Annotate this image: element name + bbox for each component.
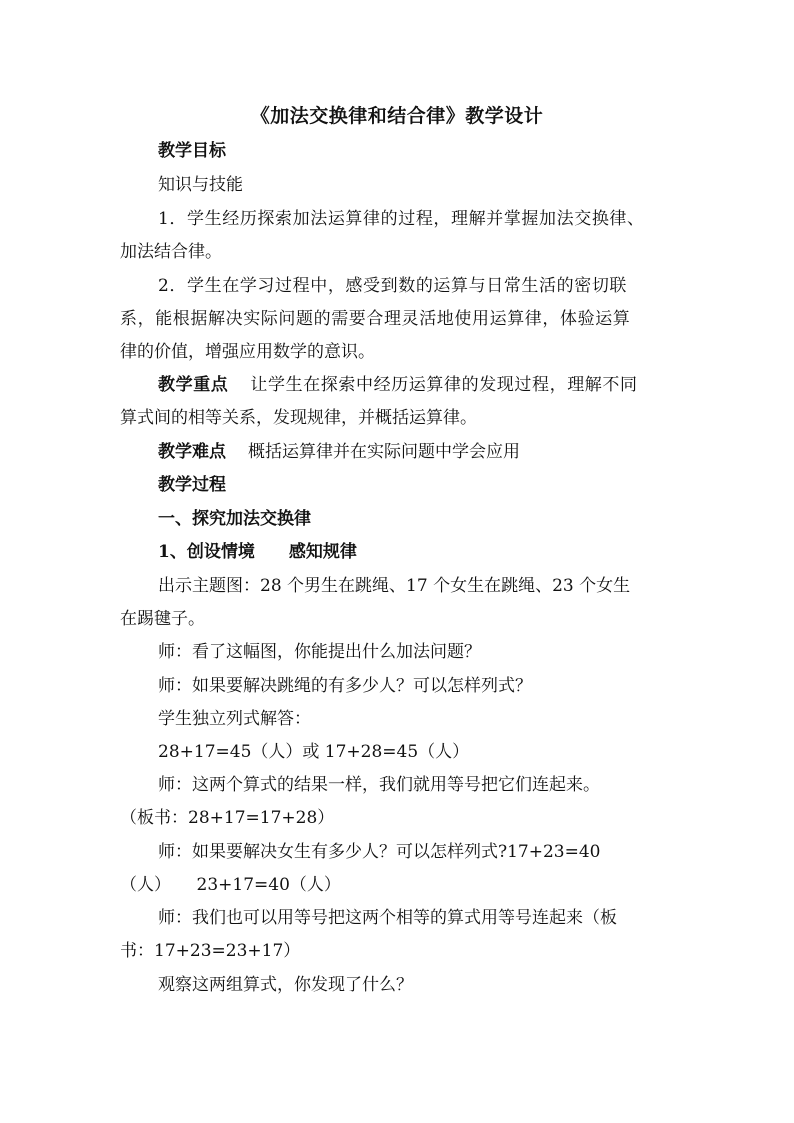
board-note-2: 书：17+23=23+17） — [120, 941, 301, 961]
teacher-question-1: 师：看了这幅图，你能提出什么加法问题？ — [158, 642, 481, 662]
heading-teaching-process: 教学过程 — [158, 475, 226, 495]
subheading-knowledge-skills: 知识与技能 — [158, 175, 243, 195]
difficulty-text: 概括运算律并在实际问题中学会应用 — [248, 442, 520, 462]
objective-2-line-1: 2．学生在学习过程中，感受到数的运算与日常生活的密切联 — [158, 276, 628, 296]
key-point-label: 教学重点 — [158, 375, 229, 395]
teacher-question-3-line-1: 师：如果要解决女生有多少人？可以怎样列式?17+23=40 — [158, 842, 601, 862]
difficulty-label: 教学难点 — [158, 442, 226, 462]
objective-1-line-2: 加法结合律。 — [120, 242, 222, 262]
scenario-line-2: 在踢毽子。 — [120, 609, 205, 629]
section-heading-commutative: 一、探究加法交换律 — [158, 509, 311, 529]
student-answer-intro: 学生独立列式解答： — [158, 709, 311, 729]
board-note-1: （板书：28+17=17+28） — [120, 808, 335, 828]
key-point-line-2: 算式间的相等关系，发现规律，并概括运算律。 — [120, 408, 477, 428]
objective-1-line-1: 1．学生经历探索加法运算律的过程，理解并掌握加法交换律、 — [158, 209, 645, 229]
difficulty-line — [158, 440, 680, 464]
teacher-statement-1: 师：这两个算式的结果一样，我们就用等号把它们连起来。 — [158, 775, 600, 795]
document-title: 《加法交换律和结合律》教学设计 — [250, 105, 544, 127]
teacher-question-2: 师：如果要解决跳绳的有多少人？可以怎样列式？ — [158, 676, 532, 696]
key-point-line-1 — [158, 373, 680, 397]
step-heading-scenario: 1、创设情境 感知规律 — [158, 542, 357, 562]
observation-question: 观察这两组算式，你发现了什么？ — [158, 975, 413, 995]
teacher-statement-2-line-1: 师：我们也可以用等号把这两个相等的算式用等号连起来（板 — [158, 908, 617, 928]
teacher-question-3-line-2: （人） 23+17=40（人） — [120, 875, 341, 895]
heading-teaching-objectives: 教学目标 — [158, 141, 226, 161]
equation-line-1: 28+17=45（人）或 17+28=45（人） — [158, 742, 470, 762]
objective-2-line-2: 系，能根据解决实际问题的需要合理灵活地使用运算律，体验运算 — [120, 309, 631, 329]
key-point-text: 让学生在探索中经历运算律的发现过程，理解不同 — [250, 375, 638, 395]
objective-2-line-3: 律的价值，增强应用数学的意识。 — [120, 342, 375, 362]
scenario-line-1: 出示主题图：28 个男生在跳绳、17 个女生在跳绳、23 个女生 — [158, 576, 631, 596]
